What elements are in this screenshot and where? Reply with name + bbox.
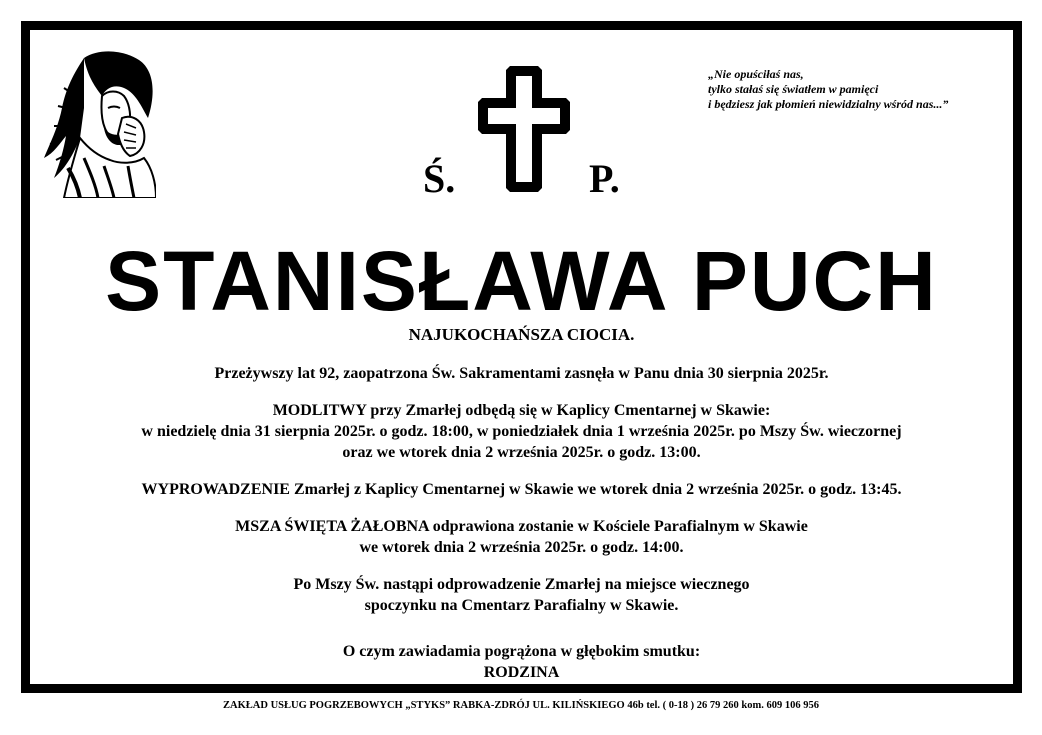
- closing-paragraph: O czym zawiadamia pogrążona w głębokim smutku: RODZINA: [30, 641, 1013, 683]
- death-announcement: Przeżywszy lat 92, zaopatrzona Św. Sakramentami zasnęła w Panu dnia 30 sierpnia 2025r.: [214, 365, 829, 382]
- quote-line: i będziesz jak płomień niewidzialny wśród nas...”: [708, 97, 949, 111]
- deceased-name: STANISŁAWA PUCH: [105, 234, 938, 328]
- memorial-quote: [708, 67, 1008, 112]
- prayers-paragraph: MODLITWY przy Zmarłej odbędą się w Kaplicy Cmentarnej w Skawie: w niedzielę dnia 31 sierpnia 2025r. o godz. 18:00, w poniedziałek dnia 1 września 2025r. po Mszy Św. wieczornej oraz we wtorek dnia 2 września 2025r. o godz. 13:00.: [141, 402, 902, 461]
- family-signature: RODZINA: [483, 664, 560, 681]
- p-letter: P.: [589, 156, 620, 201]
- quote-line: tylko stałaś się światłem w pamięci: [708, 82, 879, 96]
- burial-paragraph: Po Mszy Św. nastąpi odprowadzenie Zmarłej na miejsce wiecznego spoczynku na Cmentarz Parafialny w Skawie.: [293, 576, 750, 614]
- funeral-home-footer: ZAKŁAD USŁUG POGRZEBOWYCH „STYKS” RABKA-ZDRÓJ UL. KILIŃSKIEGO 46b tel. ( 0-18 ) 26 79 260 kom. 609 106 956: [223, 700, 819, 711]
- s-letter: Ś.: [423, 156, 456, 201]
- mass-paragraph: MSZA ŚWIĘTA ŻAŁOBNA odprawiona zostanie w Kościele Parafialnym w Skawie we wtorek dnia 2 września 2025r. o godz. 14:00.: [235, 518, 808, 556]
- praying-jesus-icon: [44, 48, 156, 198]
- relation-line: NAJUKOCHAŃSZA CIOCIA.: [408, 325, 635, 344]
- obituary-frame: [21, 21, 1022, 693]
- quote-line: „Nie opuściłaś nas,: [708, 67, 804, 81]
- procession-paragraph: WYPROWADZENIE Zmarłej z Kaplicy Cmentarnej w Skawie we wtorek dnia 2 września 2025r. o godz. 13:45.: [141, 481, 902, 498]
- cross-icon: [472, 60, 572, 200]
